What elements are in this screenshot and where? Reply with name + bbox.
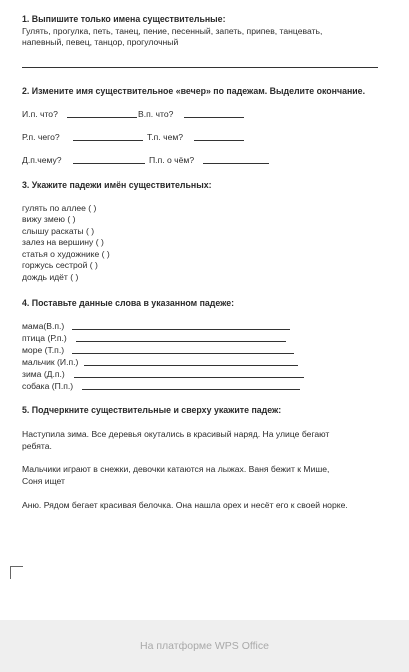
- answer-line: [67, 117, 137, 118]
- section-1-text-line-1: Гулять, прогулка, петь, танец, пение, песенный, запеть, припев, танцевать,: [22, 26, 323, 36]
- paragraph-line: Мальчики играют в снежки, девочки катаются на лыжах. Ваня бежит к Мише,: [22, 464, 330, 474]
- list-item: собака (П.п.): [22, 381, 74, 391]
- answer-line: [73, 140, 143, 141]
- answer-line: [72, 329, 290, 330]
- list-item: залез на вершину ( ): [22, 237, 104, 247]
- list-item: птица (Р.п.): [22, 333, 67, 343]
- paragraph-line: Аню. Рядом бегает красивая белочка. Она нашла орех и несёт его к своей норке.: [22, 500, 348, 510]
- answer-line: [203, 163, 269, 164]
- answer-line: [194, 140, 244, 141]
- section-5-title: 5. Подчеркните существительные и сверху укажите падеж:: [22, 405, 282, 415]
- list-item: море (Т.п.): [22, 345, 65, 355]
- page-corner-mark: [10, 566, 23, 579]
- list-item: дождь идёт ( ): [22, 272, 79, 282]
- answer-line: [22, 67, 378, 68]
- list-item: статья о художнике ( ): [22, 249, 110, 259]
- list-item: вижу змею ( ): [22, 214, 76, 224]
- case-label: И.п. что?: [22, 109, 58, 119]
- section-4-title: 4. Поставьте данные слова в указанном падеже:: [22, 298, 235, 308]
- section-1-title: 1. Выпишите только имена существительные:: [22, 14, 226, 24]
- answer-line: [73, 163, 145, 164]
- case-label: В.п. что?: [138, 109, 174, 119]
- paragraph-line: Наступила зима. Все деревья окутались в красивый наряд. На улице бегают: [22, 429, 330, 439]
- answer-line: [72, 353, 294, 354]
- answer-line: [74, 377, 304, 378]
- section-1-text-line-2: напевный, певец, танцор, прогулочный: [22, 37, 179, 47]
- answer-line: [76, 341, 286, 342]
- list-item: зима (Д.п.): [22, 369, 65, 379]
- answer-line: [82, 389, 300, 390]
- section-3-title: 3. Укажите падежи имён существительных:: [22, 180, 212, 190]
- list-item: гулять по аллее ( ): [22, 203, 97, 213]
- list-item: мама(В.п.): [22, 321, 65, 331]
- list-item: слышу раскаты ( ): [22, 226, 95, 236]
- case-label: Д.п.чему?: [22, 155, 62, 165]
- section-2-title: 2. Измените имя существительное «вечер» по падежам. Выделите окончание.: [22, 86, 366, 96]
- list-item: горжусь сестрой ( ): [22, 260, 98, 270]
- footer-text: На платформе WPS Office: [140, 640, 269, 652]
- answer-line: [84, 365, 298, 366]
- paragraph-line: ребята.: [22, 441, 52, 451]
- footer-bar: [0, 620, 409, 672]
- answer-line: [184, 117, 244, 118]
- case-label: П.п. о чём?: [149, 155, 195, 165]
- case-label: Р.п. чего?: [22, 132, 60, 142]
- paragraph-line: Соня ищет: [22, 476, 65, 486]
- case-label: Т.п. чем?: [147, 132, 184, 142]
- list-item: мальчик (И.п.): [22, 357, 79, 367]
